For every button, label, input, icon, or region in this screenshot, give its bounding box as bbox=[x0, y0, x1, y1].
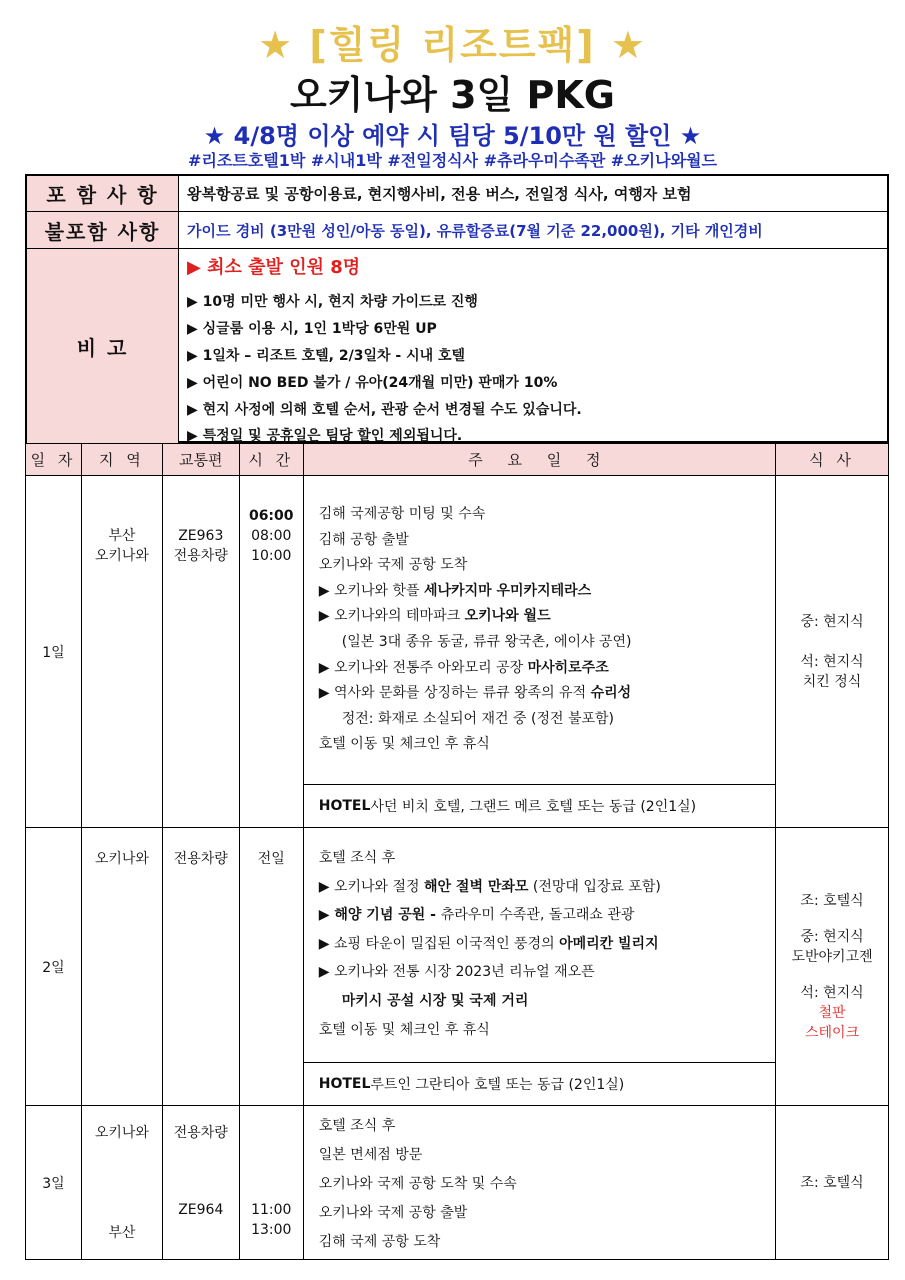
day2-line-2: ▶ 오키나와 절정 해안 절벽 만좌모 (전망대 입장료 포함) bbox=[318, 878, 661, 895]
day2-itinerary bbox=[303, 828, 775, 1106]
day1-meal-3: 치킨 정식 bbox=[802, 673, 862, 690]
day3-transport bbox=[162, 1106, 239, 1260]
day1-meal-1: 중: 현지식 bbox=[800, 613, 864, 630]
day2-line-1: 호텔 조식 후 bbox=[318, 850, 396, 866]
day1-transport-1: ZE963 bbox=[178, 528, 224, 544]
day1-itinerary bbox=[303, 476, 775, 828]
header-itinerary: 주 요 일 정 bbox=[303, 444, 775, 476]
schedule-header-row bbox=[26, 444, 889, 476]
notes-row bbox=[27, 249, 887, 443]
day3-line-4: 오키나와 국제 공항 출발 bbox=[318, 1205, 468, 1221]
day3-itinerary bbox=[303, 1106, 775, 1260]
day1-time-2: 08:00 bbox=[251, 528, 292, 544]
day1-line-5: ▶ 오키나와의 테마파크 오키나와 월드 bbox=[318, 608, 551, 625]
note-1: ▶ 10명 미만 행사 시, 현지 차량 가이드로 진행 bbox=[187, 294, 478, 310]
notes-label: 비 고 bbox=[27, 249, 179, 443]
day3-transport-1: 전용차량 bbox=[173, 1125, 228, 1141]
title-top: ★ [힐링 리조트팩] ★ bbox=[258, 23, 647, 67]
day2-day: 2일 bbox=[26, 828, 82, 1106]
day2-time: 전일 bbox=[239, 828, 303, 1106]
included-label: 포 함 사 항 bbox=[27, 176, 179, 211]
day1-day: 1일 bbox=[26, 476, 82, 828]
day3-line-5: 김해 국제 공항 도착 bbox=[318, 1234, 441, 1250]
title-main: 오키나와 3일 PKG bbox=[290, 73, 615, 117]
note-3: ▶ 1일차 – 리조트 호텔, 2/3일차 - 시내 호텔 bbox=[187, 348, 466, 364]
day1-line-3: 오키나와 국제 공항 도착 bbox=[318, 557, 468, 574]
discount-line: ★ 4/8명 이상 예약 시 팀당 5/10만 원 할인 ★ bbox=[203, 122, 702, 150]
day2-meal-5: 철판 bbox=[818, 1004, 846, 1021]
notes-highlight: ▶ 최소 출발 인원 8명 bbox=[187, 257, 361, 278]
day2-line-6: 마키시 공설 시장 및 국제 거리 bbox=[341, 992, 529, 1009]
day1-region bbox=[81, 476, 162, 828]
included-row bbox=[27, 176, 887, 212]
day2-meal-1: 조: 호텔식 bbox=[800, 892, 864, 909]
day3-meal bbox=[776, 1106, 889, 1260]
day1-transport bbox=[162, 476, 239, 828]
day2-meal-2: 중: 현지식 bbox=[800, 928, 864, 945]
excluded-value: 가이드 경비 (3만원 성인/아동 동일), 유류할증료(7월 기준 22,000원), 기타 개인경비 bbox=[187, 221, 763, 240]
day2-line-7: 호텔 이동 및 체크인 후 휴식 bbox=[318, 1021, 490, 1038]
day1-line-10: 호텔 이동 및 체크인 후 휴식 bbox=[318, 736, 490, 753]
day3-region bbox=[81, 1106, 162, 1260]
day1-region-1: 부산 bbox=[108, 528, 136, 544]
day1-line-8: ▶ 역사와 문화를 상징하는 류큐 왕족의 유적 슈리성 bbox=[318, 685, 632, 702]
day1-line-1: 김해 국제공항 미팅 및 수속 bbox=[318, 506, 486, 522]
day3-meal-1: 조: 호텔식 bbox=[800, 1174, 864, 1191]
hashtags: #리조트호텔1박 #시내1박 #전일정식사 #츄라우미수족관 #오키나와월드 bbox=[188, 151, 717, 170]
included-value: 왕복항공료 및 공항이용료, 현지행사비, 전용 버스, 전일정 식사, 여행자 보험 bbox=[187, 185, 692, 203]
day1-row bbox=[26, 476, 889, 828]
day2-meal-3: 도반야키고젠 bbox=[791, 948, 873, 965]
day2-meal-6: 스테이크 bbox=[805, 1024, 860, 1041]
day3-line-1: 호텔 조식 후 bbox=[318, 1118, 396, 1134]
note-4: ▶ 어린이 NO BED 불가 / 유아(24개월 미만) 판매가 10% bbox=[187, 375, 558, 391]
day3-time bbox=[239, 1106, 303, 1260]
day1-line-4: ▶ 오키나와 핫플 세나카지마 우미카지테라스 bbox=[318, 582, 592, 599]
day1-line-9: 정전: 화재로 소실되어 재건 중 (정전 불포함) bbox=[341, 710, 614, 727]
day1-transport-2: 전용차량 bbox=[173, 548, 228, 564]
header-meal: 식 사 bbox=[776, 444, 889, 476]
day2-region: 오키나와 bbox=[81, 828, 162, 1106]
header-region: 지 역 bbox=[81, 444, 162, 476]
header-transport: 교통편 bbox=[162, 444, 239, 476]
day1-hotel: HOTEL 사던 비치 호텔, 그랜드 메르 호텔 또는 동급 (2인1실) bbox=[304, 784, 775, 827]
day1-line-6: (일본 3대 종유 동굴, 류큐 왕국촌, 에이샤 공연) bbox=[341, 633, 632, 650]
day3-time-1: 11:00 bbox=[251, 1202, 292, 1218]
day2-line-5: ▶ 오키나와 전통 시장 2023년 리뉴얼 재오픈 bbox=[318, 964, 595, 981]
note-5: ▶ 현지 사정에 의해 호텔 순서, 관광 순서 변경될 수도 있습니다. bbox=[187, 402, 582, 418]
day1-time-1: 06:00 bbox=[248, 508, 294, 524]
day3-time-2: 13:00 bbox=[251, 1222, 292, 1238]
day2-line-3: ▶ 해양 기념 공원 - 츄라우미 수족관, 돌고래쇼 관광 bbox=[318, 907, 635, 924]
day3-line-2: 일본 면세점 방문 bbox=[318, 1147, 423, 1163]
day3-row bbox=[26, 1106, 889, 1260]
day3-region-1: 오키나와 bbox=[94, 1125, 149, 1141]
day2-meal bbox=[776, 828, 889, 1106]
day2-hotel: HOTEL 루트인 그란티아 호텔 또는 동급 (2인1실) bbox=[304, 1062, 775, 1105]
day3-transport-2: ZE964 bbox=[178, 1202, 224, 1218]
header-time: 시 간 bbox=[239, 444, 303, 476]
excluded-label: 불포함 사항 bbox=[27, 212, 179, 248]
day1-meal-2: 석: 현지식 bbox=[800, 653, 864, 670]
day1-time-3: 10:00 bbox=[251, 548, 292, 564]
day2-transport: 전용차량 bbox=[162, 828, 239, 1106]
day1-time bbox=[239, 476, 303, 828]
day3-line-3: 오키나와 국제 공항 도착 및 수속 bbox=[318, 1176, 517, 1192]
day2-line-4: ▶ 쇼핑 타운이 밀집된 이국적인 풍경의 아메리칸 빌리지 bbox=[318, 935, 659, 952]
note-6: ▶ 특정일 및 공휴일은 팀당 할인 제외됩니다. bbox=[187, 428, 463, 444]
excluded-row bbox=[27, 212, 887, 249]
note-2: ▶ 싱글룸 이용 시, 1인 1박당 6만원 UP bbox=[187, 321, 437, 337]
day3-day: 3일 bbox=[26, 1106, 82, 1260]
day1-meal bbox=[776, 476, 889, 828]
day3-region-2: 부산 bbox=[108, 1225, 136, 1241]
day1-region-2: 오키나와 bbox=[94, 548, 149, 564]
day2-row bbox=[26, 828, 889, 1106]
day1-line-2: 김해 공항 출발 bbox=[318, 531, 409, 548]
info-box bbox=[25, 174, 889, 443]
schedule-table bbox=[25, 443, 889, 1260]
day2-meal-4: 석: 현지식 bbox=[800, 984, 864, 1001]
header-day: 일 자 bbox=[26, 444, 82, 476]
day1-line-7: ▶ 오키나와 전통주 아와모리 공장 마사히로주조 bbox=[318, 659, 609, 676]
